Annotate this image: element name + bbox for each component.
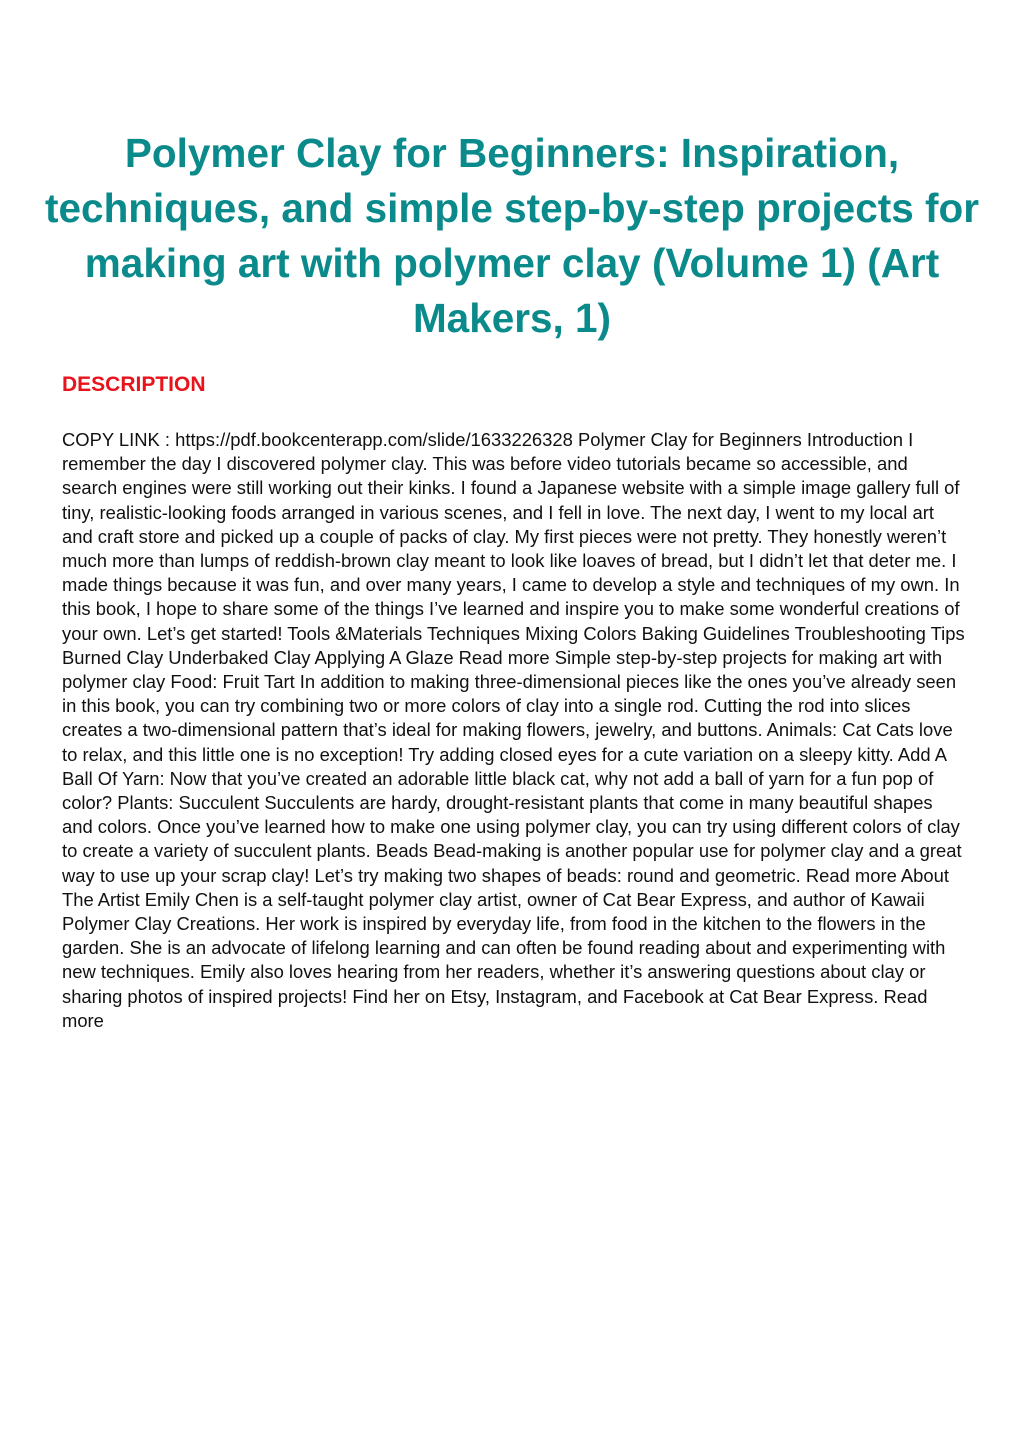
document-title: Polymer Clay for Beginners: Inspiration, techniques, and simple step-by-step projects for making art with polymer clay (Volume 1) (Art Makers, 1) <box>45 130 979 341</box>
description-heading: DESCRIPTION <box>62 373 206 396</box>
description-body: COPY LINK : https://pdf.bookcenterapp.com/slide/1633226328 Polymer Clay for Beginners Introduction I remember the day I discovered polymer clay. This was before video tutorials became so accessible, and search engines were still working out their kinks. I found a Japanese website with a simple image gallery full of tiny, realistic-looking foods arranged in various scenes, and I fell in love. The next day, I went to my local art and craft store and picked up a couple of packs of clay. My first pieces were not pretty. They honestly weren’t much more than lumps of reddish-brown clay meant to look like loaves of bread, but I didn’t let that deter me. I made things because it was fun, and over many years, I came to develop a style and techniques of my own. In this book, I hope to share some of the things I’ve learned and inspire you to make some wonderful creations of your own. Let’s get started! Tools &Materials Techniques Mixing Colors Baking Guidelines Troubleshooting Tips Burned Clay Underbaked Clay Applying A Glaze Read more Simple step-by-step projects for making art with polymer clay Food: Fruit Tart In addition to making three-dimensional pieces like the ones you’ve already seen in this book, you can try combining two or more colors of clay into a single rod. Cutting the rod into slices creates a two-dimensional pattern that’s ideal for making flowers, jewelry, and buttons. Animals: Cat Cats love to relax, and this little one is no exception! Try adding closed eyes for a cute variation on a sleepy kitty. Add A Ball Of Yarn: Now that you’ve created an adorable little black cat, why not add a ball of yarn for a fun pop of color? Plants: Succulent Succulents are hardy, drought-resistant plants that come in many beautiful shapes and colors. Once you’ve learned how to make one using polymer clay, you can try using different colors of clay to create a variety of succulent plants. Beads Bead-making is another popular use for polymer clay and a great way to use up your scrap clay! Let’s try making two shapes of beads: round and geometric. Read more About The Artist Emily Chen is a self-taught polymer clay artist, owner of Cat Bear Express, and author of Kawaii Polymer Clay Creations. Her work is inspired by everyday life, from food in the kitchen to the flowers in the garden. She is an advocate of lifelong learning and can often be found reading about and experimenting with new techniques. Emily also loves hearing from her readers, whether it’s answering questions about clay or sharing photos of inspired projects! Find her on Etsy, Instagram, and Facebook at Cat Bear Express. Read more <box>62 429 965 1031</box>
